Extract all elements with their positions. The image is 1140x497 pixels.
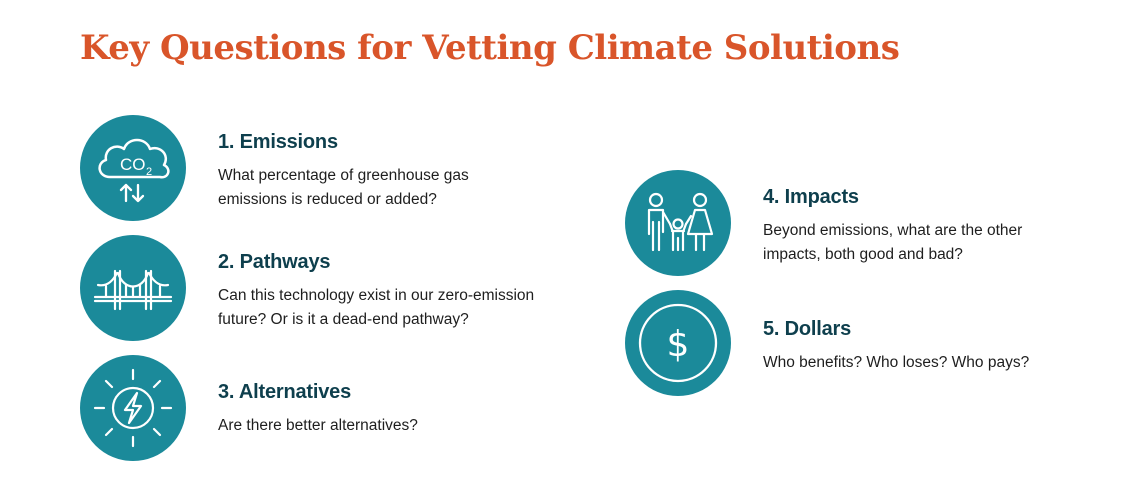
item-description: Can this technology exist in our zero-emission future? Or is it a dead-end pathway? [218,287,535,328]
item-heading: 1. Emissions [218,131,338,153]
item-description: Are there better alternatives? [218,417,418,434]
item-heading: 3. Alternatives [218,381,351,403]
item-description: What percentage of greenhouse gas emissions is reduced or added? [218,167,469,208]
item-description: Beyond emissions, what are the other impacts, both good and bad? [763,222,1023,263]
item-heading: 2. Pathways [218,251,331,273]
bridge-icon [80,235,186,341]
item-description: Who benefits? Who loses? Who pays? [763,354,1030,371]
svg-text:$: $ [666,324,690,365]
family-icon [625,170,731,276]
lightning-sun-icon [80,355,186,461]
item-heading: 5. Dollars [763,318,852,340]
co2-cloud-icon [80,115,186,221]
dollar-coin-icon [625,290,731,396]
item-heading: 4. Impacts [763,186,859,208]
svg-text:CO: CO [120,155,146,174]
page-title: Key Questions for Vetting Climate Solutions [80,28,900,68]
svg-text:2: 2 [146,166,153,178]
